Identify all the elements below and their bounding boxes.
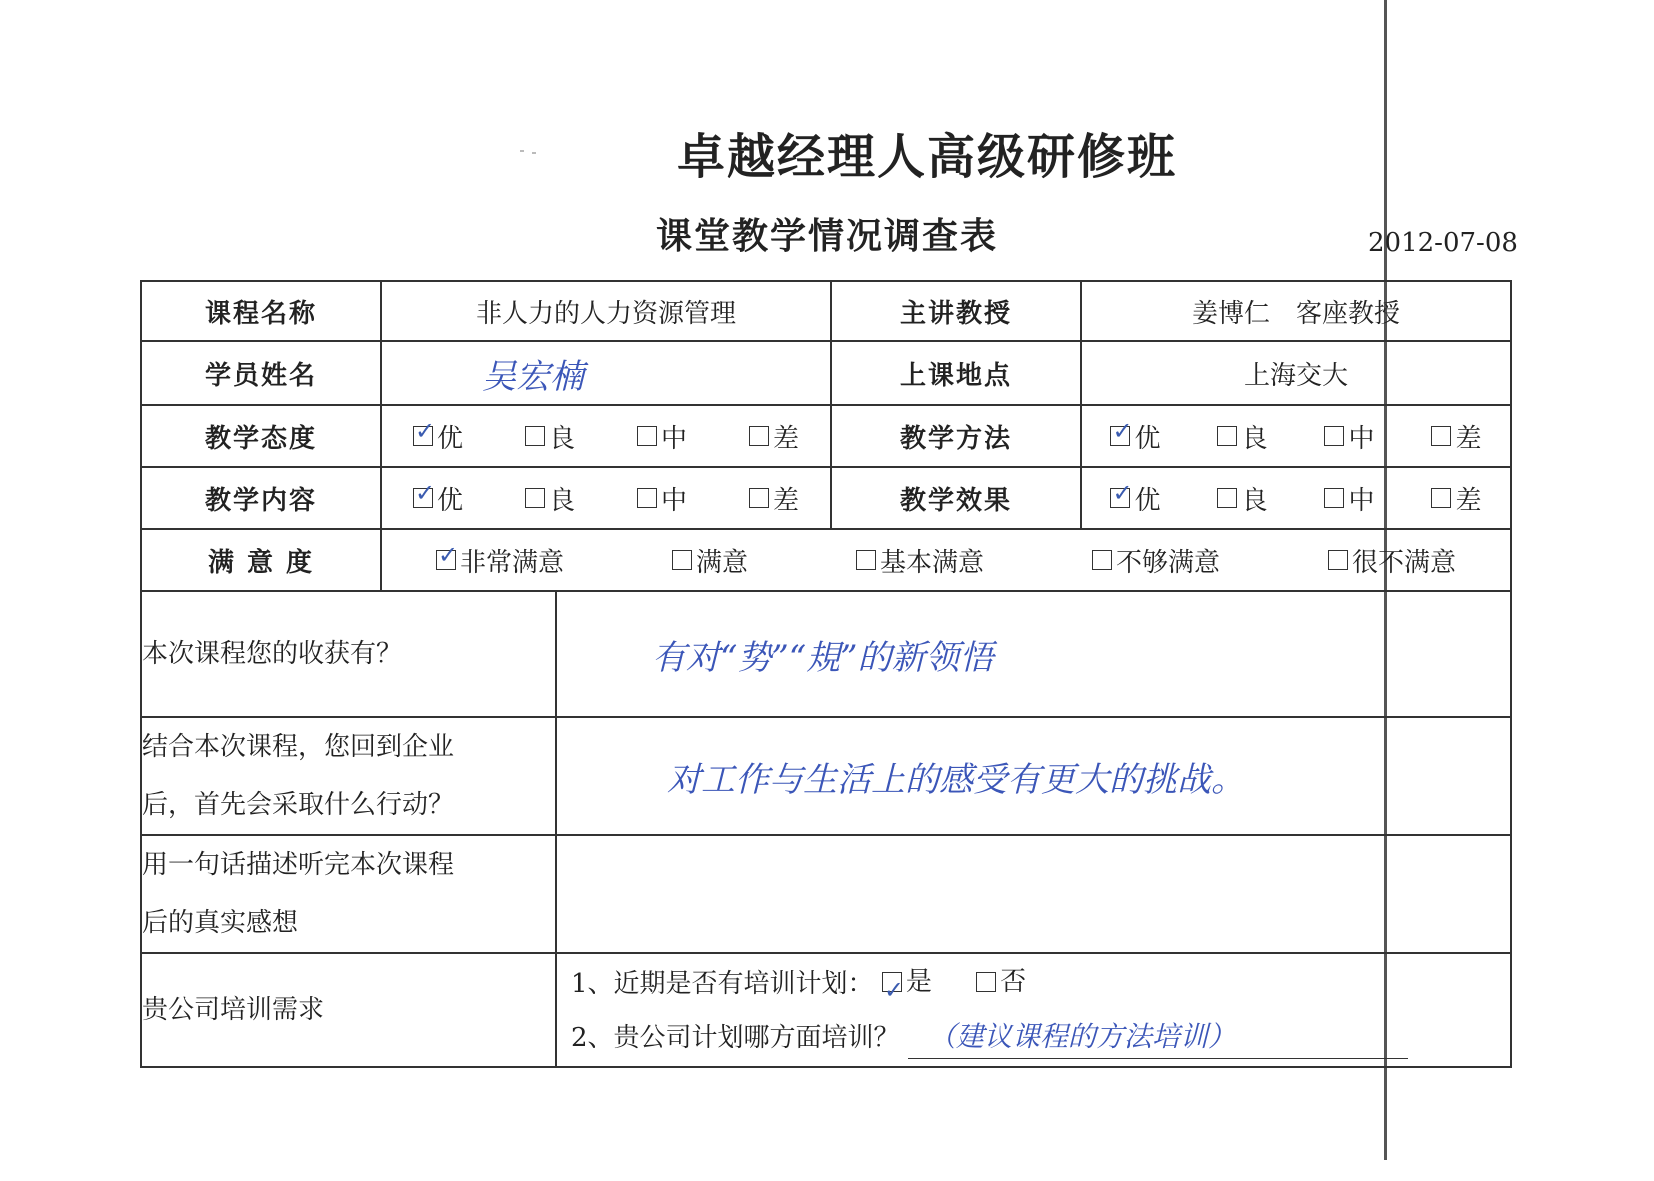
- satisfaction-option[interactable]: 满意: [672, 542, 748, 579]
- answer-gain-field[interactable]: [556, 591, 1511, 717]
- checkbox-icon: [525, 488, 545, 508]
- location-label: 上课地点: [831, 341, 1081, 405]
- checkbox-checked-icon: [436, 550, 456, 570]
- checkbox-icon: [672, 550, 692, 570]
- location-value: 上海交大: [1081, 341, 1511, 405]
- satisfaction-label: 满 意 度: [141, 529, 381, 591]
- rating-option[interactable]: 良: [1217, 480, 1267, 517]
- answer-impression-field[interactable]: [556, 835, 1511, 953]
- checkbox-icon: [749, 488, 769, 508]
- rating-option[interactable]: 中: [637, 418, 687, 455]
- plan-yes-option[interactable]: ✓ 是: [882, 955, 932, 1009]
- rating-option[interactable]: 良: [525, 480, 575, 517]
- rating-option[interactable]: 中: [1324, 480, 1374, 517]
- rating-option[interactable]: ✓ 优: [1110, 480, 1160, 517]
- rating-option[interactable]: ✓ 优: [1110, 418, 1160, 455]
- checkbox-icon: [856, 550, 876, 570]
- satisfaction-option[interactable]: 不够满意: [1092, 542, 1220, 579]
- attitude-options: [381, 405, 831, 467]
- rating-option[interactable]: 差: [1431, 418, 1481, 455]
- training-area-answer: （建议课程的方法培训）: [927, 1020, 1236, 1053]
- method-options: [1081, 405, 1511, 467]
- rating-option[interactable]: 差: [749, 418, 799, 455]
- survey-date: 2012-07-08: [1368, 228, 1518, 258]
- content-label: 教学内容: [141, 467, 381, 529]
- checkbox-icon: [1328, 550, 1348, 570]
- rating-option[interactable]: ✓ 优: [413, 418, 463, 455]
- checkbox-icon: [976, 972, 996, 992]
- satisfaction-option[interactable]: 基本满意: [856, 542, 984, 579]
- satisfaction-options: [381, 529, 1511, 591]
- training-needs-label: 贵公司培训需求: [141, 953, 556, 1067]
- method-label: 教学方法: [831, 405, 1081, 467]
- plan-no-option[interactable]: 否: [976, 955, 1026, 1009]
- satisfaction-option[interactable]: ✓ 非常满意: [436, 542, 564, 579]
- checkbox-checked-icon: [1110, 488, 1130, 508]
- checkbox-checked-icon: [413, 488, 433, 508]
- rating-option[interactable]: 差: [1431, 480, 1481, 517]
- checkbox-icon: [637, 488, 657, 508]
- checkbox-icon: [1324, 488, 1344, 508]
- checkbox-icon: [525, 426, 545, 446]
- course-name-label: 课程名称: [141, 281, 381, 341]
- answer-action-text: 对工作与生活上的感受有更大的挑战。: [667, 759, 1245, 800]
- effect-label: 教学效果: [831, 467, 1081, 529]
- question-impression: 用一句话描述听完本次课程 后的真实感想: [141, 835, 556, 953]
- checkbox-icon: [1324, 426, 1344, 446]
- checkbox-icon: [1217, 488, 1237, 508]
- question-action: 结合本次课程，您回到企业 后，首先会采取什么行动？: [141, 717, 556, 835]
- training-area-row: 2、贵公司计划哪方面培训？ （建议课程的方法培训）: [571, 1011, 1510, 1065]
- satisfaction-option[interactable]: 很不满意: [1328, 542, 1456, 579]
- rating-option[interactable]: 中: [1324, 418, 1374, 455]
- training-needs-field: [556, 953, 1511, 1067]
- page-title: 卓越经理人高级研修班: [676, 129, 1177, 185]
- student-name-field[interactable]: [381, 341, 831, 405]
- rating-option[interactable]: ✓ 优: [413, 480, 463, 517]
- instructor-label: 主讲教授: [831, 281, 1081, 341]
- answer-action-field[interactable]: [556, 717, 1511, 835]
- content-options: [381, 467, 831, 529]
- attitude-label: 教学态度: [141, 405, 381, 467]
- question-gain: 本次课程您的收获有？: [141, 591, 556, 717]
- checkbox-icon: [749, 426, 769, 446]
- student-name-signature: 吴宏楠: [482, 356, 584, 397]
- checkbox-icon: [637, 426, 657, 446]
- answer-gain-text: 有对“势”“規”的新领悟: [652, 637, 994, 678]
- rating-option[interactable]: 良: [1217, 418, 1267, 455]
- checkbox-icon: [1431, 426, 1451, 446]
- effect-options: [1081, 467, 1511, 529]
- checkbox-icon: [1431, 488, 1451, 508]
- checkbox-checked-icon: [1110, 426, 1130, 446]
- rating-option[interactable]: 良: [525, 418, 575, 455]
- rating-option[interactable]: 差: [749, 480, 799, 517]
- student-name-label: 学员姓名: [141, 341, 381, 405]
- checkbox-icon: [1092, 550, 1112, 570]
- checkbox-checked-icon: [882, 972, 902, 992]
- training-area-field[interactable]: [908, 1017, 1408, 1059]
- instructor-value: 姜博仁 客座教授: [1081, 281, 1511, 341]
- course-name-value: 非人力的人力资源管理: [381, 281, 831, 341]
- checkbox-icon: [1217, 426, 1237, 446]
- survey-form: [140, 280, 1512, 1068]
- rating-option[interactable]: 中: [637, 480, 687, 517]
- training-plan-row: 1、近期是否有培训计划： ✓ 是 否: [571, 955, 1510, 1011]
- page-subtitle: 课堂教学情况调查表: [655, 216, 998, 257]
- checkbox-checked-icon: [413, 426, 433, 446]
